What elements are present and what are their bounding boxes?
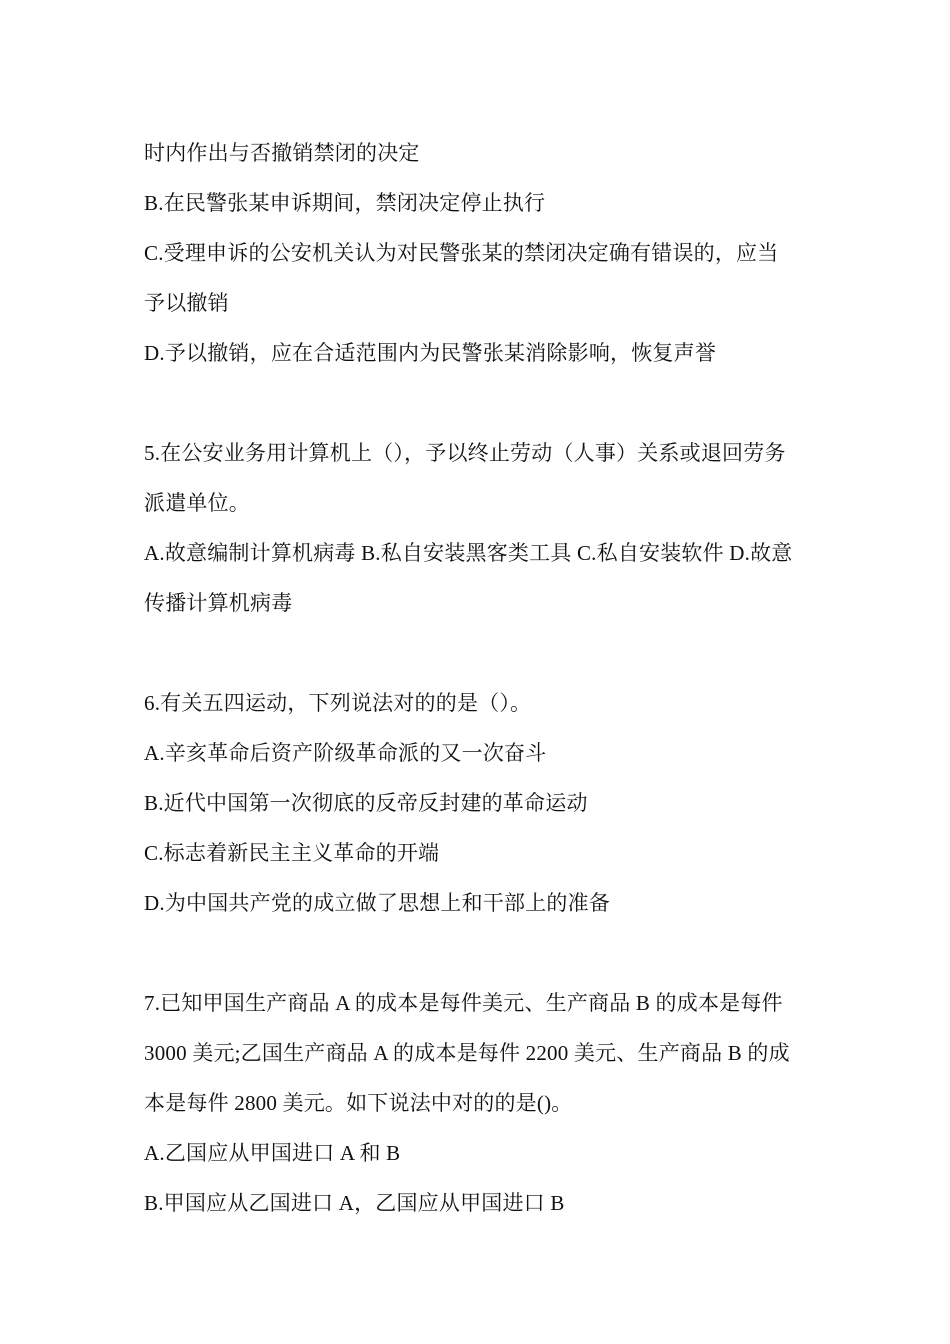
question-5-options-line-1: A.故意编制计算机病毒 B.私自安装黑客类工具 C.私自安装软件 D.故意 [144, 541, 793, 565]
question-6-option-c: C.标志着新民主主义革命的开端 [144, 841, 440, 865]
question-7-option-b: B.甲国应从乙国进口 A，乙国应从甲国进口 B [144, 1191, 565, 1215]
question-4-option-c-line-2: 予以撤销 [144, 291, 229, 315]
question-4-option-c-line-1: C.受理申诉的公安机关认为对民警张某的禁闭决定确有错误的，应当 [144, 241, 779, 265]
question-6-option-b: B.近代中国第一次彻底的反帝反封建的革命运动 [144, 791, 588, 815]
spacer [144, 628, 814, 678]
question-6-option-d: D.为中国共产党的成立做了思想上和干部上的准备 [144, 891, 611, 915]
spacer [144, 378, 814, 428]
document-body [144, 128, 814, 1228]
question-5-stem-line-1: 5.在公安业务用计算机上（），予以终止劳动（人事）关系或退回劳务 [144, 441, 786, 465]
question-6-stem: 6.有关五四运动，下列说法对的的是（）。 [144, 691, 532, 715]
question-7-stem-line-3: 本是每件 2800 美元。如下说法中对的的是()。 [144, 1091, 573, 1115]
question-6-option-a: A.辛亥革命后资产阶级革命派的又一次奋斗 [144, 741, 547, 765]
question-4-option-b: B.在民警张某申诉期间，禁闭决定停止执行 [144, 191, 546, 215]
question-5-stem-line-2: 派遣单位。 [144, 491, 250, 515]
spacer [144, 928, 814, 978]
question-5-options-line-2: 传播计算机病毒 [144, 591, 293, 615]
question-7-stem-line-1: 7.已知甲国生产商品 A 的成本是每件美元、生产商品 B 的成本是每件 [144, 991, 783, 1015]
question-4-option-d: D.予以撤销，应在合适范围内为民警张某消除影响，恢复声誉 [144, 341, 717, 365]
question-4-continuation: 时内作出与否撤销禁闭的决定 [144, 141, 420, 165]
question-7-option-a: A.乙国应从甲国进口 A 和 B [144, 1141, 401, 1165]
question-7-stem-line-2: 3000 美元;乙国生产商品 A 的成本是每件 2200 美元、生产商品 B 的成 [144, 1041, 790, 1065]
